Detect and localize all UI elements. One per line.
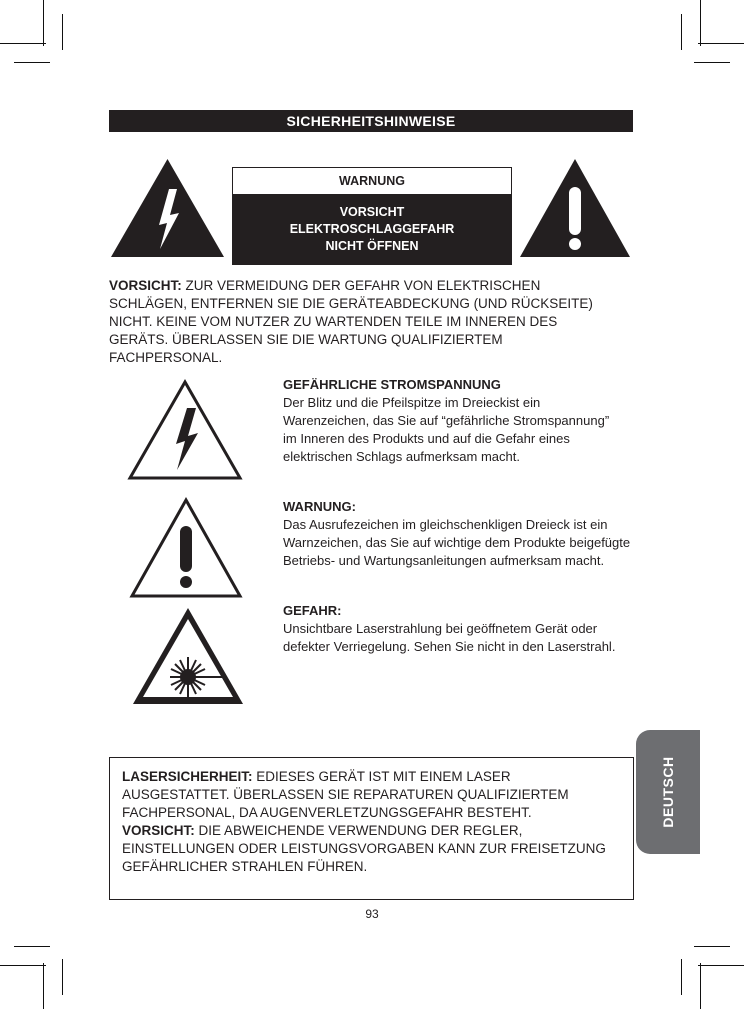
crop-mark [681,14,682,50]
laser-safety-label: LASERSICHERHEIT: [122,769,253,784]
caution-label: VORSICHT: [109,278,182,293]
crop-mark [698,43,744,44]
warning-line: NICHT ÖFFNEN [325,239,419,253]
laser-safety-text: EDIESES GERÄT IST MIT EINEM LASER AUSGESTATTET. ÜBERLASSEN SIE REPARATUREN QUALIFIZIERTEM FACHPERSONAL, DA AUGENVERLETZUNGSGEFAHR BESTEHT. [122,769,569,820]
crop-mark [43,0,44,46]
symbol-text: Unsichtbare Laserstrahlung bei geöffnetem Gerät oder defekter Verriegelung. Sehen Sie nicht in den Laserstrahl. [283,621,616,654]
exclamation-triangle-icon [128,496,244,600]
crop-mark [681,959,682,995]
exclamation-warning-icon [518,157,632,259]
crop-mark [14,62,50,63]
crop-mark [700,963,701,1009]
crop-mark [0,43,46,44]
warning-box [232,167,512,265]
crop-mark [700,0,701,46]
laser-caution-label: VORSICHT: [122,823,195,838]
symbol-heading: GEFÄHRLICHE STROMSPANNUNG [283,377,501,392]
warning-box-head: WARNUNG [339,174,405,188]
crop-mark [14,946,50,947]
language-tab-label: DEUTSCH [660,756,676,828]
page-number: 93 [365,907,379,921]
symbol-text: Der Blitz und die Pfeilspitze im Dreieckist ein Warenzeichen, das Sie auf “gefährliche Stromspannung” im Inneren des Produkts und auf die Gefahr eines elektrischen Schlags aufmerksam macht. [283,395,610,464]
warning-line: VORSICHT [339,205,405,219]
electric-shock-warning-icon [109,157,226,259]
crop-mark [62,959,63,995]
warning-box-body [233,194,511,264]
symbol-description-warning [283,498,643,570]
crop-mark [694,62,730,63]
symbol-heading: WARNUNG: [283,499,356,514]
lightning-triangle-icon [126,378,244,482]
symbol-description-laser [283,602,643,656]
crop-mark [0,965,46,966]
page-title: SICHERHEITSHINWEISE [109,110,633,132]
language-tab [636,730,700,854]
symbol-text: Das Ausrufezeichen im gleichschenkligen Dreieck ist ein Warnzeichen, das Sie auf wichtige dem Produkte beigefügte Betriebs- und Wartungsanleitungen aufmerksam macht. [283,517,631,568]
symbol-description-shock [283,376,643,466]
crop-mark [694,946,730,947]
symbol-heading: GEFAHR: [283,603,342,618]
warning-line: ELEKTROSCHLAGGEFAHR [289,222,455,236]
caution-text: ZUR VERMEIDUNG DER GEFAHR VON ELEKTRISCHEN SCHLÄGEN, ENTFERNEN SIE DIE GERÄTEABDECKUNG (UND RÜCKSEITE) NICHT. KEINE VOM NUTZER ZU WARTENDEN TEILE IM INNEREN DES GERÄTS. ÜBERLASSEN SIE DIE WARTUNG QUALIFIZIERTEM FACHPERSONAL. [109,278,593,365]
laser-safety-box [109,757,634,900]
crop-mark [43,963,44,1009]
laser-radiation-icon [130,605,246,707]
laser-caution-text: DIE ABWEICHENDE VERWENDUNG DER REGLER, EINSTELLUNGEN ODER LEISTUNGSVORGABEN KANN ZUR FREISETZUNG GEFÄHRLICHER STRAHLEN FÜHREN. [122,823,606,874]
crop-mark [62,14,63,50]
caution-paragraph [109,277,609,367]
crop-mark [698,965,744,966]
